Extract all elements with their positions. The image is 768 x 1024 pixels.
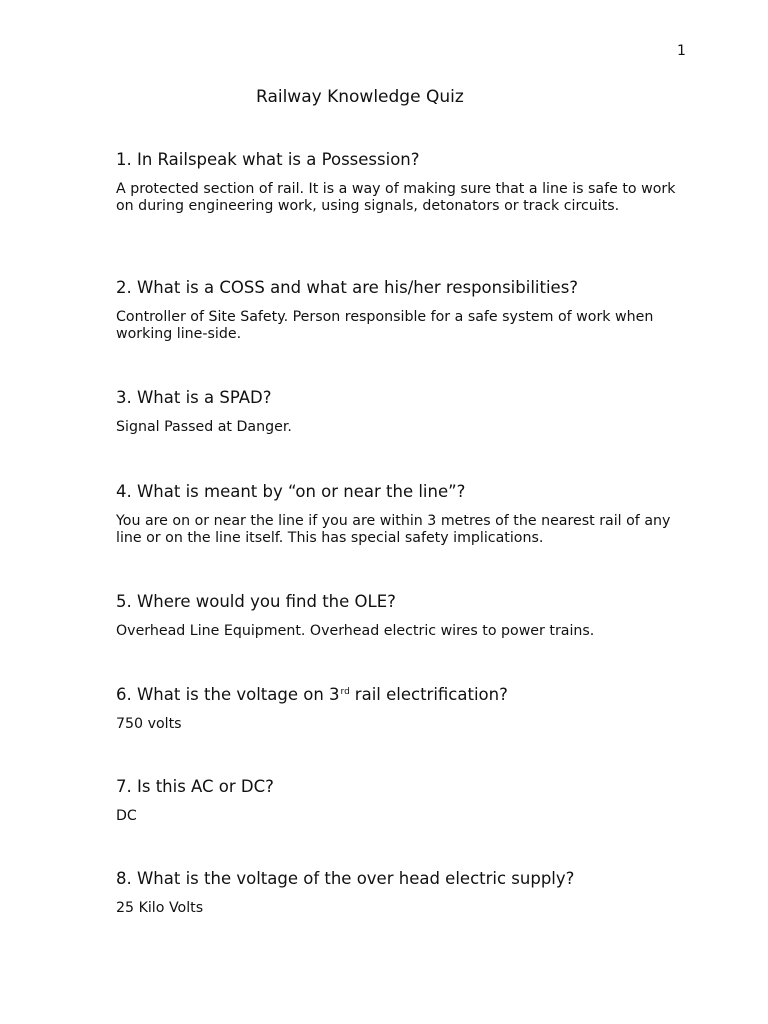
question-6-text-after: rail electrification? [354, 685, 508, 704]
page-number: 1 [677, 43, 686, 59]
answer-3: Signal Passed at Danger. [116, 419, 292, 435]
question-2: 2. What is a COSS and what are his/her responsibilities? [116, 278, 579, 297]
question-1: 1. In Railspeak what is a Possession? [116, 150, 420, 169]
document-title: Railway Knowledge Quiz [256, 87, 464, 107]
quiz-item-8 [116, 869, 676, 917]
answer-2: Controller of Site Safety. Person responsible for a safe system of work when working line-side. [116, 309, 654, 342]
question-8: 8. What is the voltage of the over head electric supply? [116, 869, 575, 888]
question-3: 3. What is a SPAD? [116, 388, 272, 407]
answer-5: Overhead Line Equipment. Overhead electric wires to power trains. [116, 623, 595, 639]
quiz-item-1 [116, 150, 676, 215]
answer-7: DC [116, 808, 137, 824]
question-7: 7. Is this AC or DC? [116, 777, 274, 796]
quiz-item-7 [116, 777, 676, 825]
quiz-item-5 [116, 592, 676, 640]
question-4: 4. What is meant by “on or near the line”? [116, 482, 466, 501]
question-5: 5. Where would you find the OLE? [116, 592, 396, 611]
quiz-item-6 [116, 685, 676, 733]
question-6-text-before: 6. What is the voltage on 3 [116, 685, 340, 704]
question-6-ordinal-suffix: rd [340, 686, 350, 697]
answer-6: 750 volts [116, 716, 182, 732]
question-6 [116, 685, 676, 705]
answer-4: You are on or near the line if you are within 3 metres of the nearest rail of any line or on the line itself. This has special safety implications. [116, 513, 671, 546]
answer-1: A protected section of rail. It is a way of making sure that a line is safe to work on during engineering work, using signals, detonators or track circuits. [116, 181, 676, 214]
quiz-item-3 [116, 388, 676, 436]
answer-8: 25 Kilo Volts [116, 900, 204, 916]
quiz-item-2 [116, 278, 676, 343]
quiz-item-4 [116, 482, 676, 547]
